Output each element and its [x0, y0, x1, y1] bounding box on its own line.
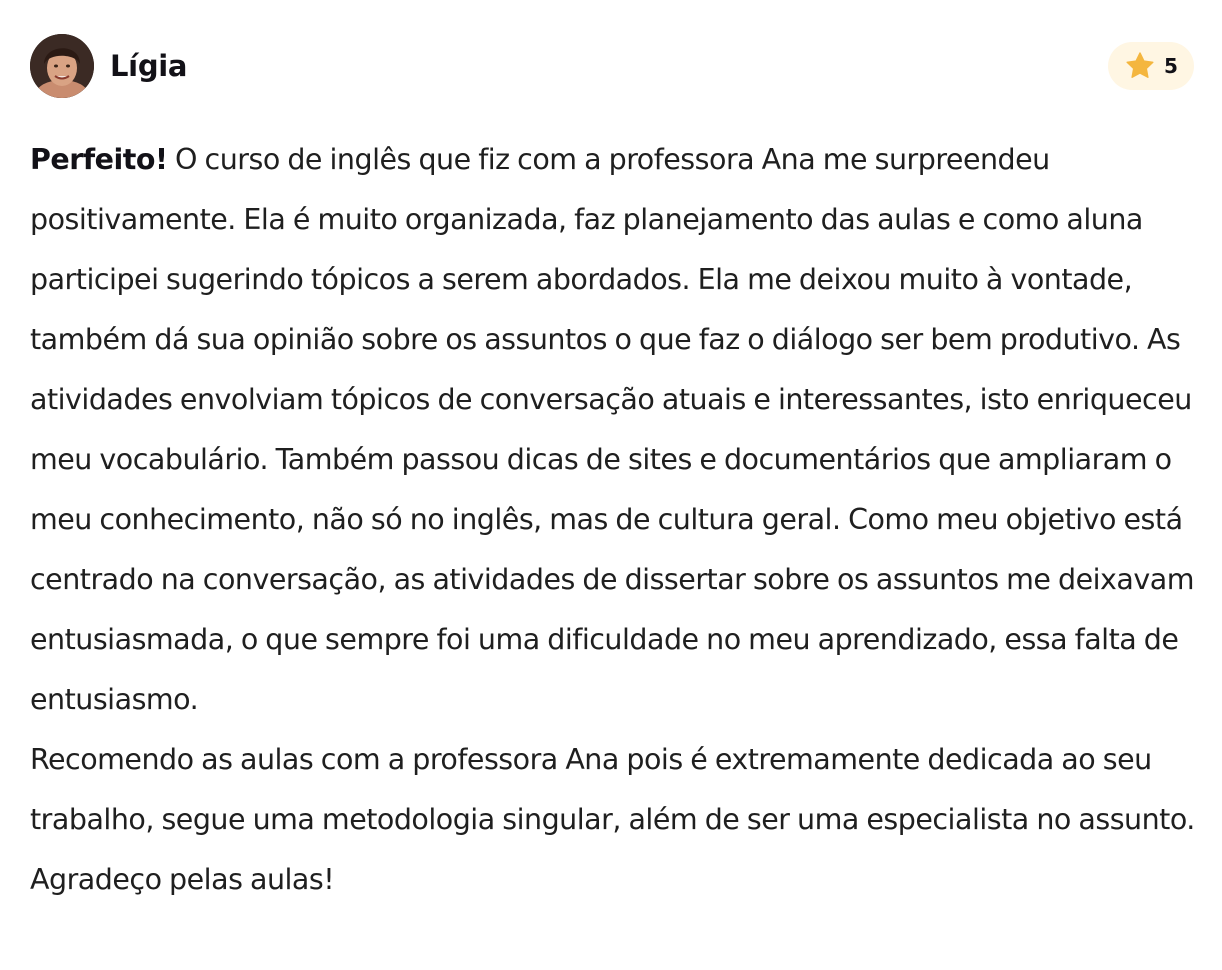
avatar[interactable] — [30, 34, 94, 98]
star-icon — [1124, 50, 1156, 82]
review-paragraph-1-text: O curso de inglês que fiz com a professora Ana me surpreendeu positivamente. Ela é muito organizada, faz planejamento das aulas e como aluna participei sugerindo tópicos a serem abordados. Ela me deixou muito à vontade, também dá sua opinião sobre os assuntos o que faz o diálogo ser bem produtivo. As atividades envolviam tópicos de conversação atuais e interessantes, isto enriqueceu meu vocabulário. Também passou dicas de sites e documentários que ampliaram o meu conhecimento, não só no inglês, mas de cultura geral. Como meu objetivo está centrado na conversação, as atividades de dissertar sobre os assuntos me deixavam entusiasmada, o que sempre foi uma dificuldade no meu aprendizado, essa falta de entusiasmo. — [30, 143, 1194, 716]
review-paragraph-2: Recomendo as aulas com a professora Ana pois é extremamente dedicada ao seu trabalho, segue uma metodologia singular, além de ser uma especialista no assunto. Agradeço pelas aulas! — [30, 743, 1195, 896]
review-paragraph-1 — [30, 130, 1205, 730]
author-name: Lígia — [110, 49, 188, 83]
rating-badge — [1108, 42, 1194, 90]
review-text — [30, 130, 1205, 910]
review-lead: Perfeito! — [30, 143, 168, 176]
review-header — [30, 34, 1194, 98]
rating-value: 5 — [1164, 54, 1178, 78]
